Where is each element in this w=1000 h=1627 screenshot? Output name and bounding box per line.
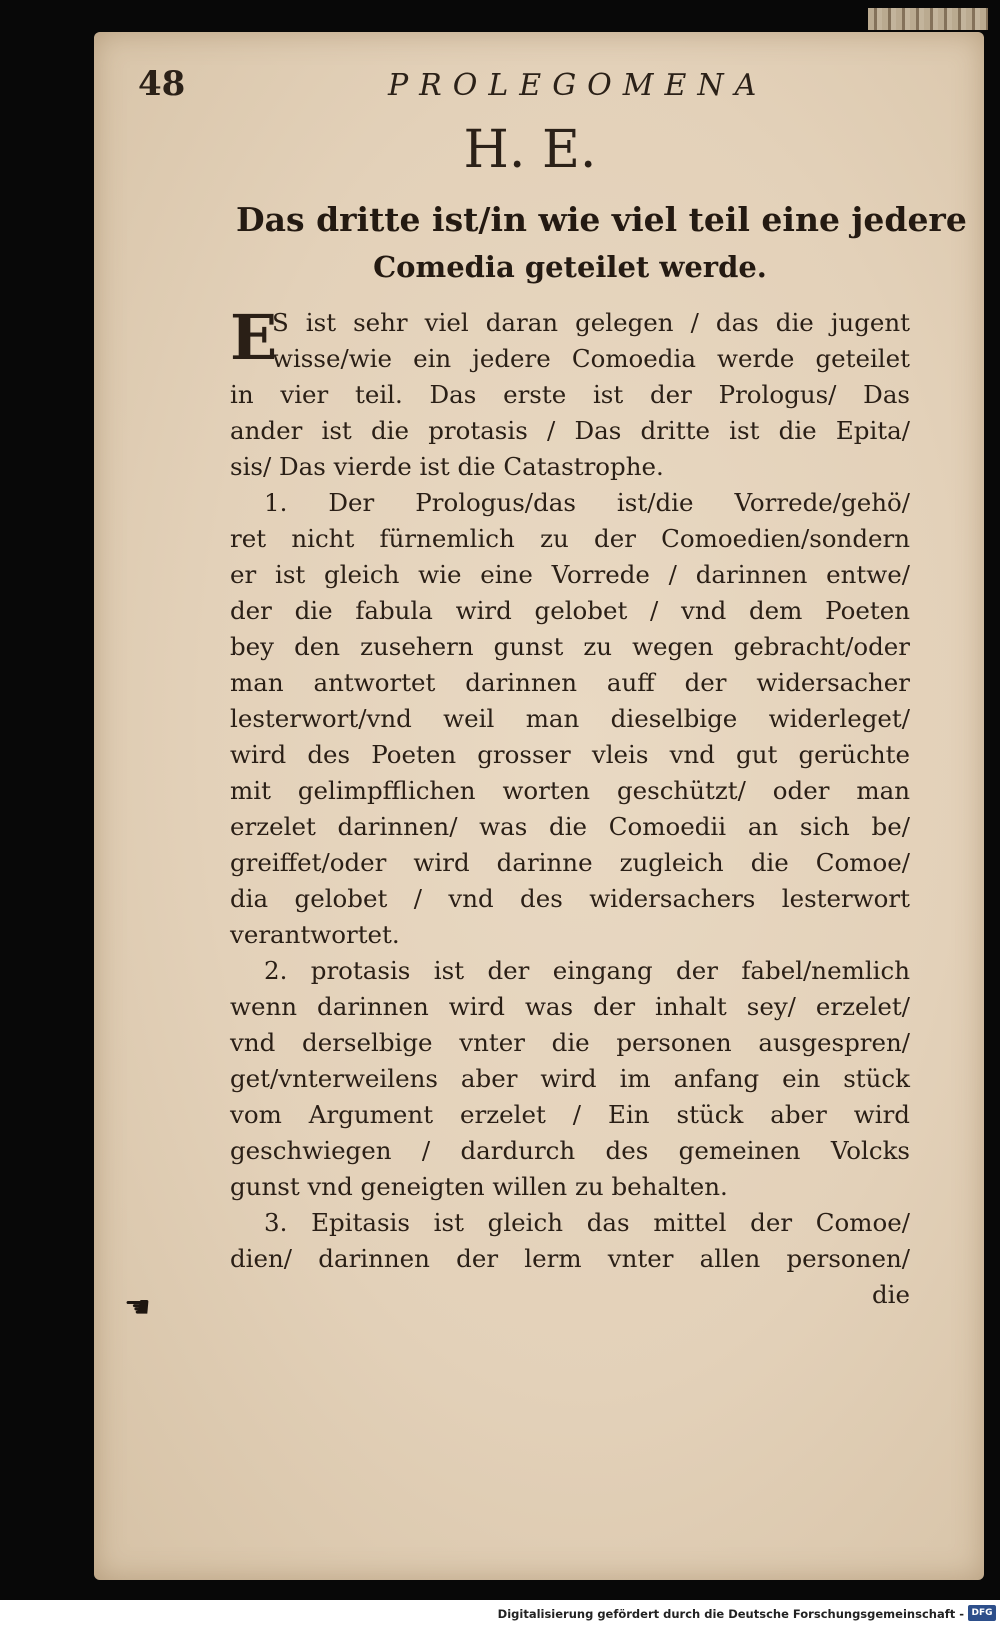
text-line: 3. Epitasis ist gleich das mittel der Comoe/	[264, 1208, 910, 1237]
footer-bar	[0, 1600, 1000, 1627]
text-line: sis/ Das vierde ist die Catastrophe.	[230, 452, 664, 481]
running-title: PROLEGOMENA	[388, 68, 768, 103]
text-line: dien/ darinnen der lerm vnter allen personen/	[230, 1244, 910, 1273]
text-line: der die fabula wird gelobet / vnd dem Poeten	[230, 596, 910, 625]
footer-credit: Digitalisierung gefördert durch die Deutsche Forschungsgemeinschaft -	[497, 1607, 964, 1621]
manicule-icon: ☚	[124, 1290, 151, 1325]
text-line: wisse/wie ein jedere Comoedia werde geteilet	[272, 344, 910, 373]
text-line: bey den zusehern gunst zu wegen gebracht/oder	[230, 632, 910, 661]
text-line: lesterwort/vnd weil man dieselbige widerleget/	[230, 704, 910, 733]
text-line: get/vnterweilens aber wird im anfang ein stück	[230, 1064, 910, 1093]
text-line: in vier teil. Das erste ist der Prologus/ Das	[230, 380, 910, 409]
text-line: ret nicht fürnemlich zu der Comoedien/sondern	[230, 524, 910, 553]
body-text	[230, 301, 910, 1313]
text-line: ander ist die protasis / Das dritte ist die Epita/	[230, 416, 910, 445]
text-line: gunst vnd geneigten willen zu behalten.	[230, 1172, 728, 1201]
text-line: 1. Der Prologus/das ist/die Vorrede/gehö/	[264, 488, 910, 517]
text-line: vom Argument erzelet / Ein stück aber wird	[230, 1100, 910, 1129]
heading-line-2: Comedia geteilet werde.	[373, 250, 767, 284]
text-line: erzelet darinnen/ was die Comoedii an sich be/	[230, 812, 910, 841]
text-line: geschwiegen / dardurch des gemeinen Volcks	[230, 1136, 910, 1165]
page-edge-strip	[868, 8, 988, 30]
text-line: greiffet/oder wird darinne zugleich die Comoe/	[230, 848, 910, 877]
catchword: die	[871, 1280, 910, 1309]
text-line: mit gelimpfflichen worten geschützt/ oder man	[230, 776, 910, 805]
text-line: S ist sehr viel daran gelegen / das die jugent	[272, 308, 910, 337]
running-head	[138, 48, 948, 104]
section-heading	[230, 195, 967, 289]
initial-letter: E	[230, 301, 278, 374]
text-line: vnd derselbige vnter die personen ausgespren/	[230, 1028, 910, 1057]
heading-line-1: Das dritte ist/in wie viel teil eine jedere	[236, 200, 967, 239]
page-number: 48	[138, 64, 186, 104]
dfg-logo: DFG	[968, 1605, 996, 1621]
text-line: verantwortet.	[230, 920, 400, 949]
signature-mark: H. E.	[463, 120, 597, 180]
text-line: man antwortet darinnen auff der widersacher	[230, 668, 910, 697]
text-line: dia gelobet / vnd des widersachers lesterwort	[230, 884, 910, 913]
text-line: 2. protasis ist der eingang der fabel/nemlich	[264, 956, 910, 985]
text-line: wenn darinnen wird was der inhalt sey/ erzelet/	[230, 992, 910, 1021]
text-line: er ist gleich wie eine Vorrede / darinnen entwe/	[230, 560, 910, 589]
text-line: wird des Poeten grosser vleis vnd gut gerüchte	[230, 740, 910, 769]
